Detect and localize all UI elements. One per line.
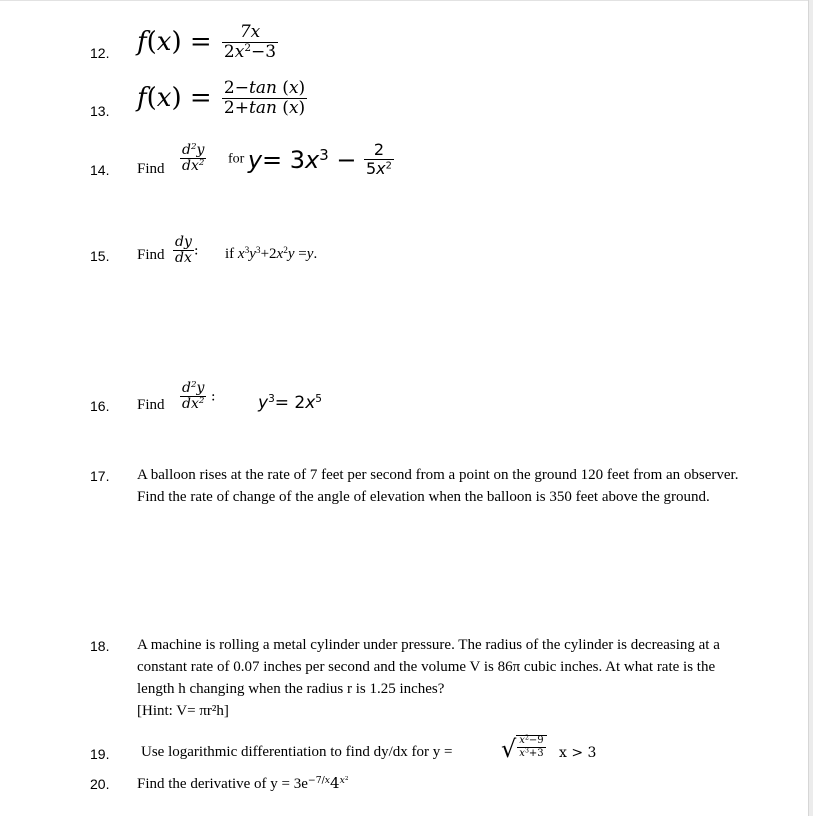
second-derivative-16: $\frac{d^2y}{dx^2}$ : bbox=[182, 380, 216, 412]
equation-16: $y^3= 2x^5$ bbox=[258, 393, 322, 413]
problem-number: 20. bbox=[90, 776, 110, 792]
find-label: Find bbox=[137, 247, 165, 263]
problem-number: 16. bbox=[90, 398, 110, 414]
problem-number: 18. bbox=[90, 638, 110, 654]
equation-12: f(x) = $\frac{7x}{2x^2-3}$ bbox=[137, 22, 277, 62]
page-right-edge bbox=[808, 0, 813, 816]
second-derivative-14: $\frac{d^2y}{dx^2}$ bbox=[182, 142, 205, 174]
equation-13: f(x) = $\frac{2-\tan (x)}{2+\tan (x)}$ bbox=[137, 78, 306, 118]
problem-text-20-label: Find the derivative of y = 3e bbox=[137, 776, 308, 792]
problem-number: 17. bbox=[90, 468, 110, 484]
problem-text-18: A machine is rolling a metal cylinder under pressure. The radius of the cylinder is decreasing at a constant rate of 0.07 inches per second and the volume V is 86π cubic inches. At what rate is the length h changing when the radius r is 1.25 inches? bbox=[137, 637, 720, 697]
derivative-15: $\frac{dy}{dx}$ : bbox=[175, 234, 199, 266]
problem-text-17: A balloon rises at the rate of 7 feet per second from a point on the ground 120 feet from an observer. Find the rate of change of the angle of elevation when the balloon is 350 feet above the ground. bbox=[137, 467, 739, 505]
problem-text-20: Find the derivative of $y = 3e^{-7/x}4^{x^2}$ bbox=[137, 774, 349, 792]
find-label: Find bbox=[137, 161, 165, 177]
problem-number: 13. bbox=[90, 103, 110, 119]
radical-expression-19: √ $\frac{x^2-9}{x^3+3}$ bbox=[501, 735, 547, 763]
problem-number: 15. bbox=[90, 248, 110, 264]
find-label: Find bbox=[137, 397, 165, 413]
problem-text-19: Use logarithmic differentiation to find dy/dx for y = bbox=[141, 744, 453, 760]
equation-15: if $x^3y^3+2x^2y =y$. bbox=[225, 245, 318, 262]
hint-18: [Hint: V= πr²h] bbox=[137, 703, 229, 719]
equation-14: for $y= 3x^3$ − $\frac{2}{5x^2}$ bbox=[228, 140, 392, 178]
condition-19: x > 3 bbox=[559, 745, 597, 761]
problem-number: 19. bbox=[90, 746, 110, 762]
problem-number: 14. bbox=[90, 162, 110, 178]
problem-number: 12. bbox=[90, 45, 110, 61]
page-top-edge bbox=[0, 0, 808, 1]
